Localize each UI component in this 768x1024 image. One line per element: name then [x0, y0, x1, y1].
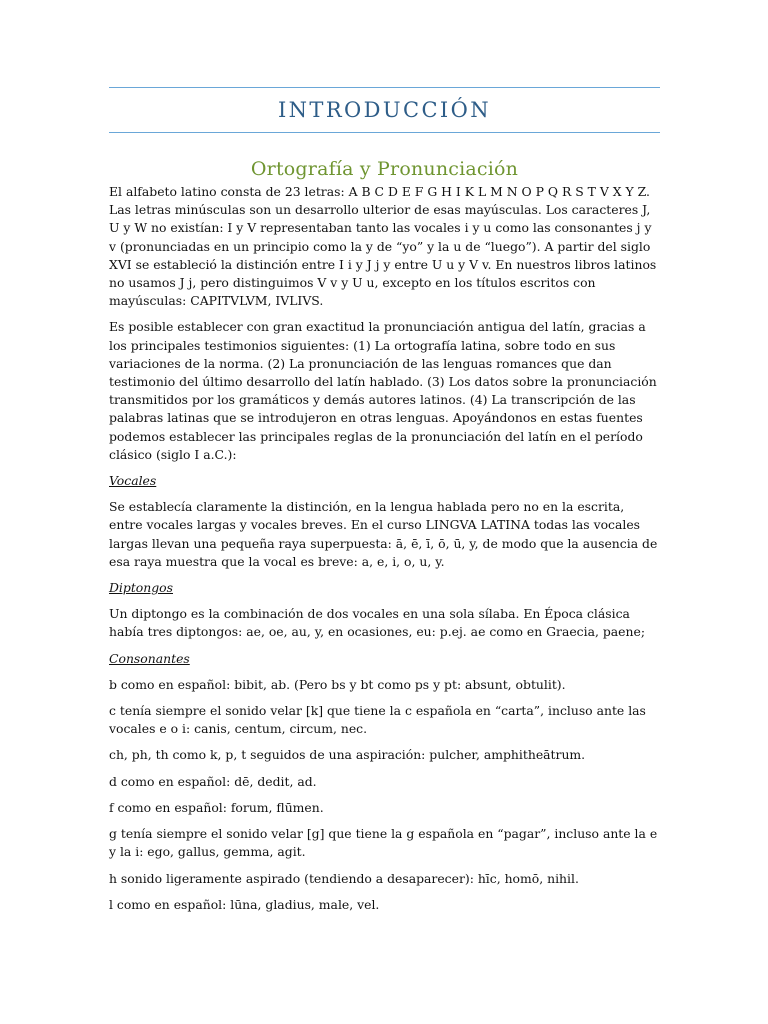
title-top-rule — [109, 87, 660, 88]
consonant-rule-b: b como en español: bibit, ab. (Pero bs y bt como ps y pt: absunt, obtulit). — [109, 676, 566, 692]
section-heading: Ortografía y Pronunciación — [250, 158, 519, 180]
subheading-vocales: Vocales — [109, 473, 157, 489]
document-body — [109, 183, 660, 922]
consonant-rule-c: c tenía siempre el sonido velar [k] que tiene la c española en “carta”, incluso ante las vocales e o i: canis, centum, circum, nec. — [109, 703, 646, 737]
consonant-rule-f: f como en español: forum, flūmen. — [109, 799, 324, 815]
consonant-rule-d: d como en español: dē, dedit, ad. — [109, 773, 317, 789]
paragraph-diptongos: Un diptongo es la combinación de dos vocales en una sola sílaba. En Época clásica había tres diptongos: ae, oe, au, y, en ocasiones, eu: p.ej. ae como en Graecia, paene; — [109, 606, 645, 640]
paragraph-pronunciation: Es posible establecer con gran exactitud la pronunciación antigua del latín, gracias a los principales testimonios siguientes: (1) La ortografía latina, sobre todo en sus variaciones de la norma. (2) La pronunciación de las lenguas romances que dan testimonio del último desarrollo del latín hablado. (3) Los datos sobre la pronunciación transmitidos por los gramáticos y demás autores latinos. (4) La transcripción de las palabras latinas que se introdujeron en otras lenguas. Apoyándonos en estas fuentes podemos establecer las principales reglas de la pronunciación del latín en el período clásico (siglo I a.C.): — [109, 319, 657, 462]
paragraph-alphabet: El alfabeto latino consta de 23 letras: A B C D E F G H I K L M N O P Q R S T V X Y Z. Las letras minúsculas son un desarrollo ulterior de esas mayúsculas. Los caracteres J, U y W no existían: I y V representaban tanto las vocales i y u como las consonantes j y v (pronunciadas en un principio como la y de “yo” y la u de “luego”). A partir del siglo XVI se estableció la distinción entre I i y J j y entre U u y V v. En nuestros libros latinos no usamos J j, pero distinguimos V v y U u, excepto en los títulos escritos con mayúsculas: CAPITVLVM, IVLIVS. — [109, 184, 657, 309]
subheading-diptongos: Diptongos — [109, 580, 173, 596]
paragraph-vocales: Se establecía claramente la distinción, en la lengua hablada pero no en la escrita, entre vocales largas y vocales breves. En el curso LINGVA LATINA todas las vocales largas llevan una pequeña raya superpuesta: ā, ē, ī, ō, ū, y, de modo que la ausencia de esa raya muestra que la vocal es breve: a, e, i, o, u, y. — [109, 499, 658, 569]
consonant-rule-l: l como en español: lūna, gladius, male, vel. — [109, 896, 380, 912]
page-title: INTRODUCCIÓN — [277, 98, 492, 122]
title-bottom-rule — [109, 132, 660, 133]
consonant-rule-h: h sonido ligeramente aspirado (tendiendo a desaparecer): hīc, homō, nihil. — [109, 870, 579, 886]
consonant-rule-ch: ch, ph, th como k, p, t seguidos de una aspiración: pulcher, amphitheātrum. — [109, 747, 586, 763]
consonant-rule-g: g tenía siempre el sonido velar [g] que tiene la g española en “pagar”, incluso ante la e y la i: ego, gallus, gemma, agit. — [109, 826, 658, 860]
subheading-consonantes: Consonantes — [109, 650, 190, 666]
